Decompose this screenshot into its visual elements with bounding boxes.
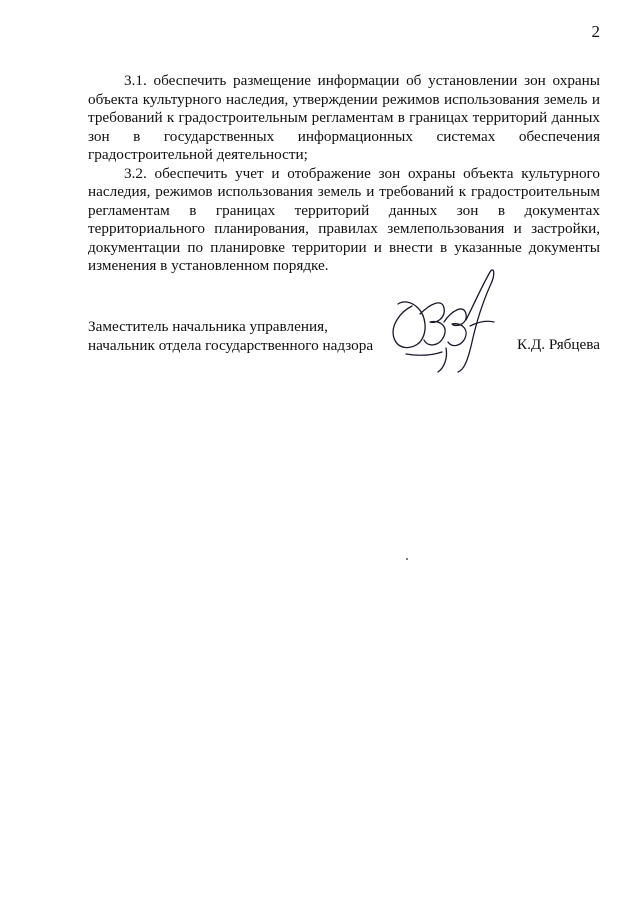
document-body — [88, 72, 600, 276]
signatory-name: К.Д. Рябцева — [516, 336, 600, 353]
signatory-title — [88, 318, 373, 355]
handwritten-signature — [382, 264, 500, 376]
signature-block — [88, 318, 608, 378]
page-number: 2 — [591, 22, 600, 41]
paragraph-3-2: 3.2. обеспечить учет и отображение зон охраны объекта культурного наследия, режимов использования земель и требований к градостроительным регламентам в границах территорий данных зон в документах территориального планирования, правилах землепользования и застройки, документации по планировке территории и внести в указанные документы изменения в установленном порядке. — [88, 164, 600, 274]
paragraph-3-1: 3.1. обеспечить размещение информации об установлении зон охраны объекта культурного наследия, утверждении режимов использования земель и требований к градостроительным регламентам в границах территорий данных зон в государственных информационных системах обеспечения градостроительной деятельности; — [88, 72, 600, 163]
speck-mark — [406, 558, 408, 560]
signatory-title-line-2: начальник отдела государственного надзора — [88, 336, 374, 354]
signatory-title-line-1: Заместитель начальника управления, — [88, 318, 328, 335]
